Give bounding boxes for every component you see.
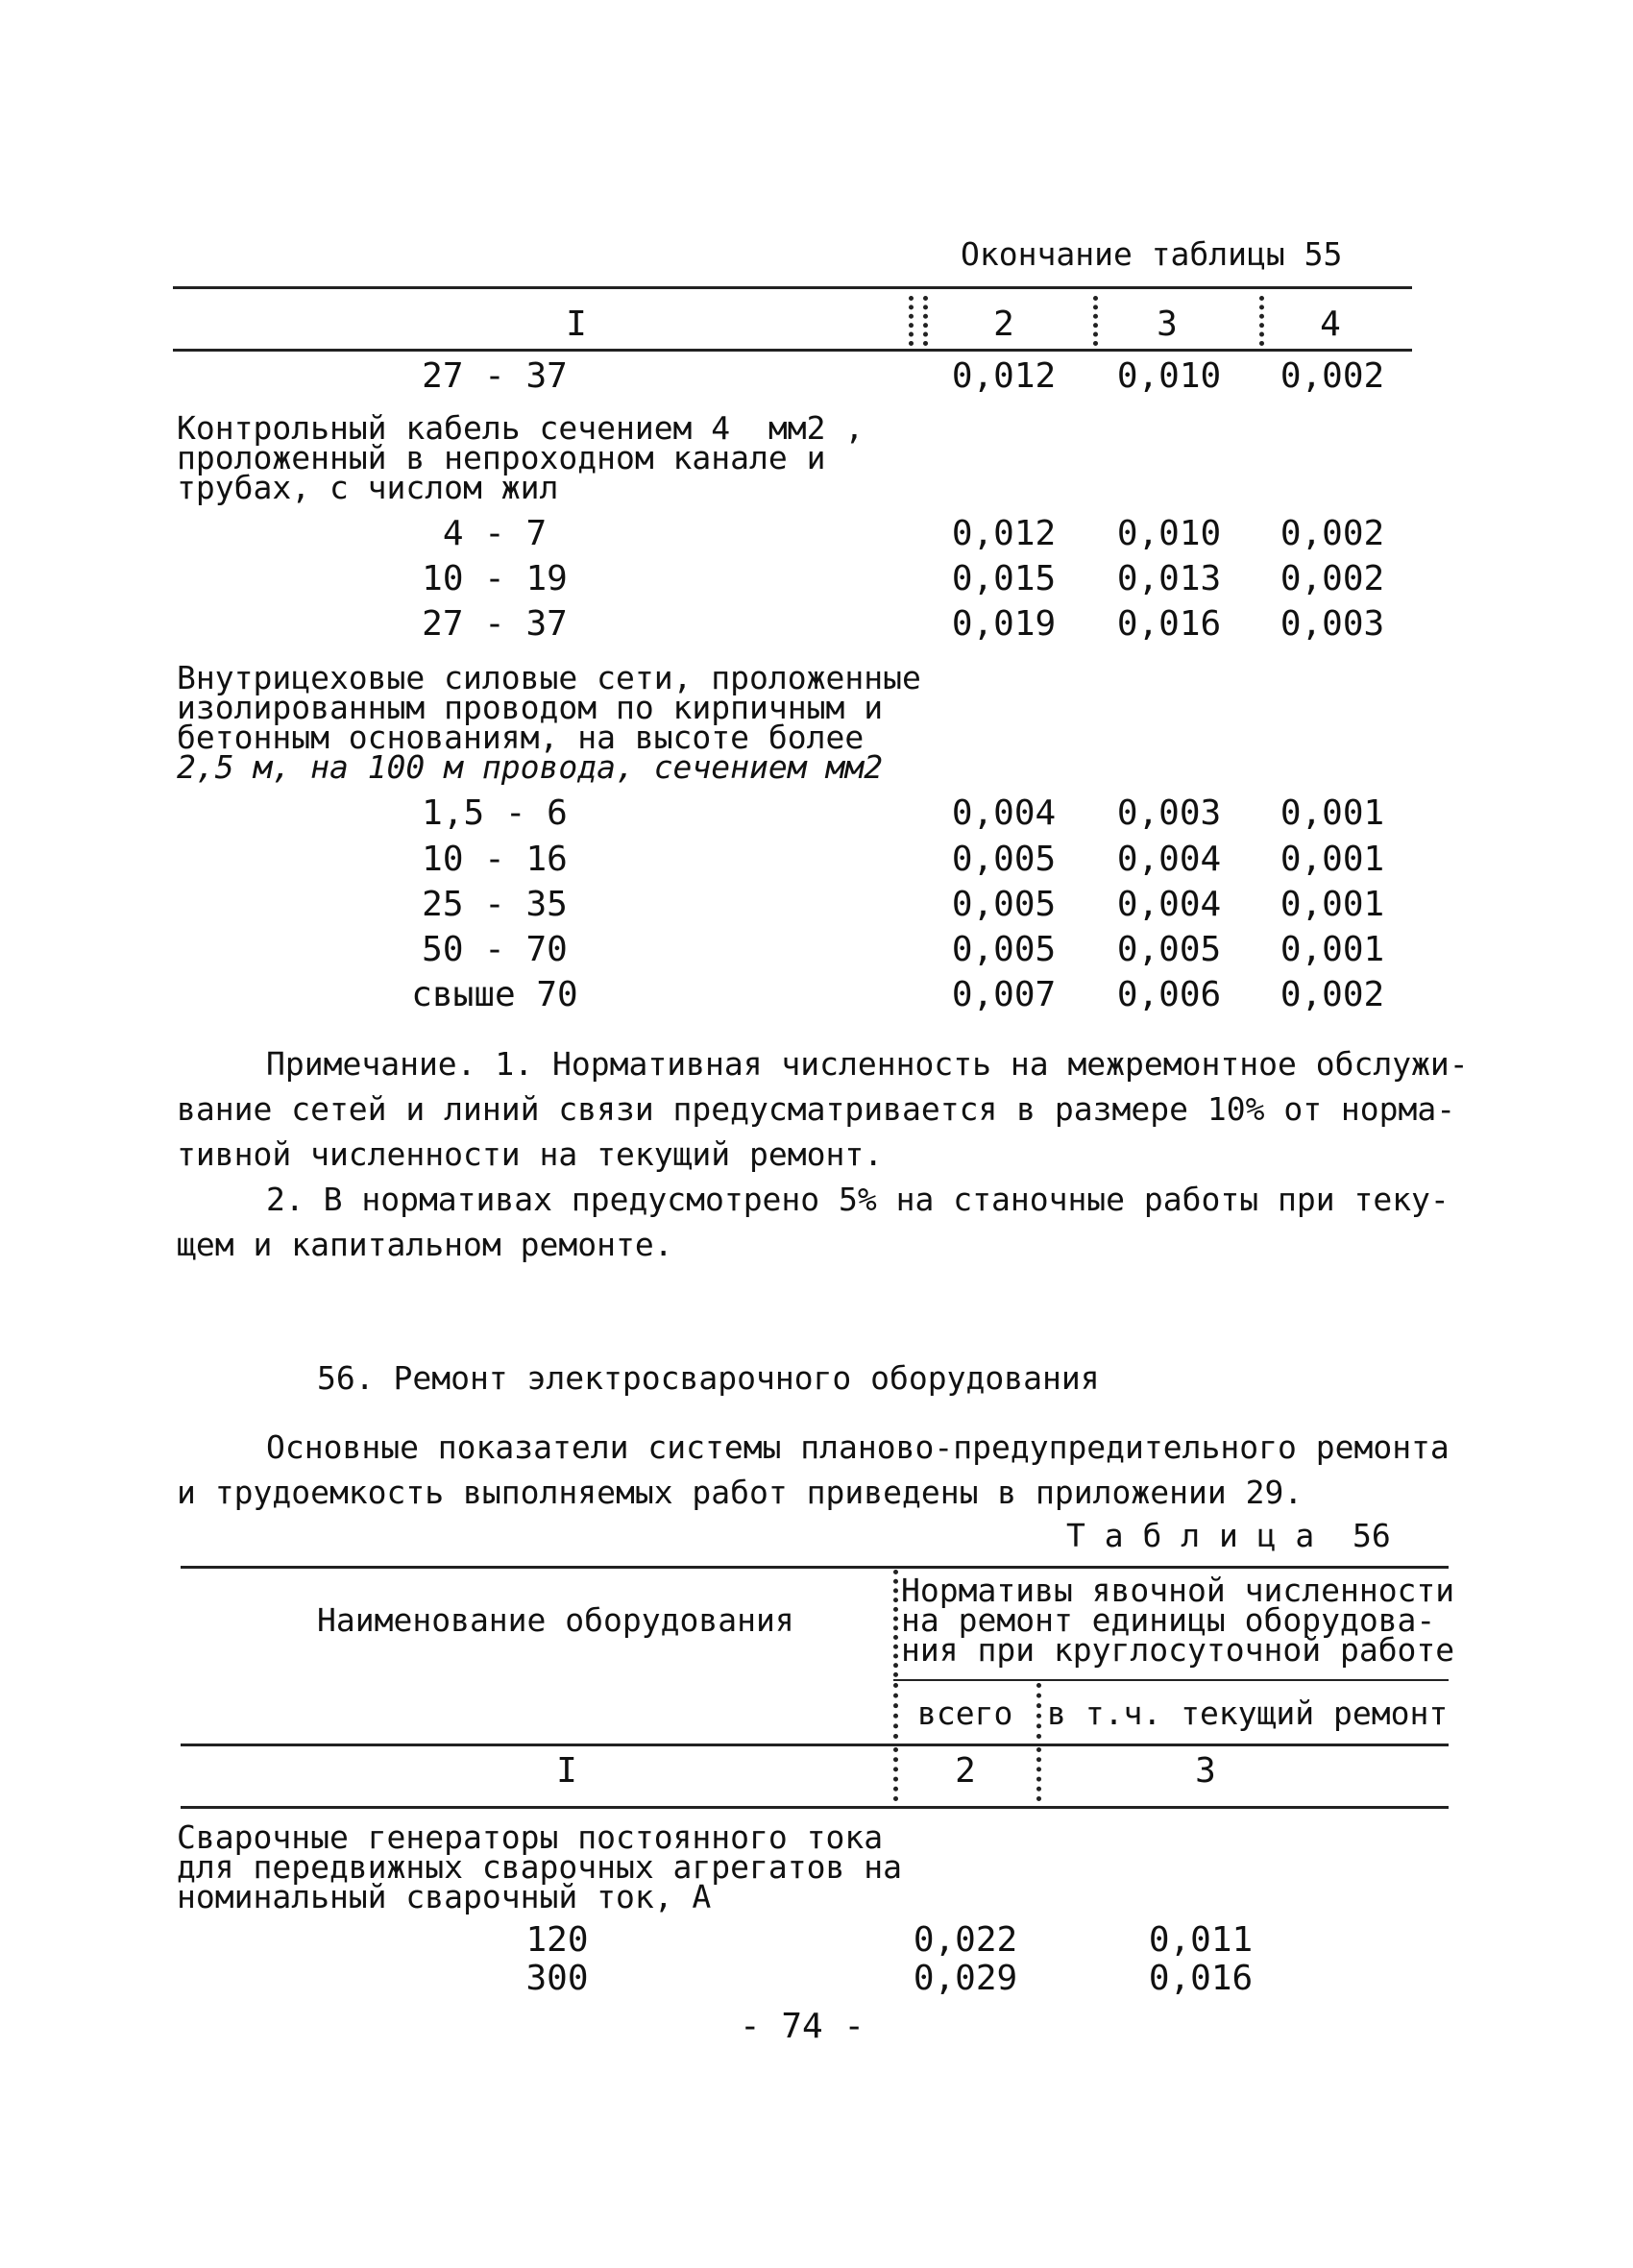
t55-header-sep1 <box>909 296 914 346</box>
t55-row-val: 0,003 <box>1116 793 1222 833</box>
t56-group-title-line: Сварочные генераторы постоянного тока <box>177 1818 884 1856</box>
note-line: вание сетей и линий связи предусматривается в размере 10% от норма- <box>177 1090 1456 1128</box>
t55-row-val: 0,002 <box>1280 975 1385 1014</box>
t55-row-val: 0,016 <box>1116 604 1222 644</box>
t55-row-label: 10 - 19 <box>422 559 568 598</box>
t55-row-val: 0,012 <box>951 356 1057 396</box>
t55-row-val: 0,001 <box>1280 793 1385 833</box>
t56-num-sep1 <box>893 1747 898 1801</box>
t55-row-label: свыше 70 <box>411 975 578 1014</box>
t55-group-title-line: проложенный в непроходном канале и <box>177 439 826 476</box>
t56-row-label: 300 <box>525 1959 589 1998</box>
t55-header-sep2 <box>1093 296 1098 346</box>
t55-row-val: 0,019 <box>951 604 1057 644</box>
note-line: тивной численности на текущий ремонт. <box>177 1135 884 1173</box>
t56-header-sep-main <box>893 1570 898 1677</box>
t56-row-val: 0,011 <box>1148 1920 1254 1960</box>
t56-row-val: 0,022 <box>913 1920 1018 1960</box>
t56-num-col3: 3 <box>1195 1751 1216 1791</box>
t55-header-sep3 <box>1259 296 1264 346</box>
t55-header-sep1b <box>923 296 928 346</box>
t56-top-rule <box>181 1566 1449 1569</box>
t55-row-val: 0,015 <box>951 559 1057 598</box>
table55-caption: Окончание таблицы 55 <box>961 235 1343 273</box>
t55-group-title-line: изолированным проводом по кирпичным и <box>177 689 884 726</box>
t56-sub-sep1 <box>893 1683 898 1739</box>
t55-header-col2: 2 <box>993 305 1014 344</box>
t55-top-rule <box>173 286 1412 289</box>
t55-row-val: 0,004 <box>1116 840 1222 879</box>
t56-num-col1: I <box>556 1751 577 1791</box>
t55-header-col3: 3 <box>1157 305 1178 344</box>
t56-row-label: 120 <box>525 1920 589 1960</box>
t55-row-val: 0,010 <box>1116 514 1222 553</box>
t55-row-val: 0,005 <box>951 840 1057 879</box>
t56-row-val: 0,029 <box>913 1959 1018 1998</box>
t55-group-title-line: бетонным основаниям, на высоте более <box>177 719 865 756</box>
t55-row-label: 1,5 - 6 <box>422 793 568 833</box>
t55-row-val: 0,010 <box>1116 356 1222 396</box>
t55-row-val: 0,004 <box>1116 885 1222 924</box>
t55-group-title-line: Внутрицеховые силовые сети, проложенные <box>177 659 921 696</box>
t55-row-label: 10 - 16 <box>422 840 568 879</box>
t55-row-val: 0,002 <box>1280 514 1385 553</box>
intro-line: Основные показатели системы планово-предупредительного ремонта <box>266 1428 1450 1466</box>
t56-num-col2: 2 <box>955 1751 976 1791</box>
t55-row-label: 25 - 35 <box>422 885 568 924</box>
t56-subheader-rule <box>893 1679 1449 1681</box>
t56-sub-total: всего <box>917 1695 1013 1732</box>
t56-col1-header: Наименование оборудования <box>317 1601 794 1639</box>
t55-row-val: 0,007 <box>951 975 1057 1014</box>
t56-num-sep2 <box>1036 1747 1041 1801</box>
note-line: 2. В нормативах предусмотрено 5% на станочные работы при теку- <box>266 1181 1450 1218</box>
t55-row-label: 50 - 70 <box>422 930 568 969</box>
t56-group-header-line: на ремонт единицы оборудова- <box>901 1601 1436 1639</box>
intro-line: и трудоемкость выполняемых работ приведены в приложении 29. <box>177 1474 1304 1511</box>
t55-row-val: 0,005 <box>951 885 1057 924</box>
t55-row-val: 0,013 <box>1116 559 1222 598</box>
t55-group-title-line: трубах, с числом жил <box>177 469 559 506</box>
section-title: 56. Ремонт электросварочного оборудования <box>317 1359 1100 1397</box>
t55-header-col4: 4 <box>1320 305 1341 344</box>
t56-header-rule <box>181 1744 1449 1746</box>
table56-caption: Т а б л и ц а 56 <box>1066 1517 1391 1554</box>
t55-row-val: 0,001 <box>1280 840 1385 879</box>
t55-row-val: 0,001 <box>1280 885 1385 924</box>
page-number: - 74 - <box>739 2007 865 2046</box>
t55-row-val: 0,002 <box>1280 559 1385 598</box>
t55-row-val: 0,004 <box>951 793 1057 833</box>
t55-row-val: 0,003 <box>1280 604 1385 644</box>
t56-group-header-line: Нормативы явочной численности <box>901 1572 1455 1609</box>
t56-sub-sep2 <box>1036 1683 1041 1739</box>
t55-row-val: 0,005 <box>951 930 1057 969</box>
t55-header-rule <box>173 349 1412 352</box>
t56-body-rule <box>181 1806 1449 1809</box>
t55-row-val: 0,001 <box>1280 930 1385 969</box>
t55-row-val: 0,012 <box>951 514 1057 553</box>
t55-row-val: 0,005 <box>1116 930 1222 969</box>
t56-group-header-line: ния при круглосуточной работе <box>901 1631 1455 1669</box>
t55-group-title-line: Контрольный кабель сечением 4 мм2 , <box>177 409 865 447</box>
t55-header-col1: I <box>566 305 587 344</box>
t55-row-label: 27 - 37 <box>422 356 568 396</box>
note-line: Примечание. 1. Нормативная численность на межремонтное обслужи- <box>266 1045 1469 1083</box>
t56-sub-current: в т.ч. текущий ремонт <box>1047 1695 1449 1732</box>
t55-row-label: 27 - 37 <box>422 604 568 644</box>
t55-row-label: 4 - 7 <box>442 514 548 553</box>
t56-group-title-line: для передвижных сварочных агрегатов на <box>177 1848 902 1886</box>
t55-row-val: 0,002 <box>1280 356 1385 396</box>
t56-row-val: 0,016 <box>1148 1959 1254 1998</box>
t55-group-title-line: 2,5 м, на 100 м провода, сечением мм2 <box>177 748 884 786</box>
note-line: щем и капитальном ремонте. <box>177 1226 673 1263</box>
t56-group-title-line: номинальный сварочный ток, А <box>177 1878 712 1915</box>
t55-row-val: 0,006 <box>1116 975 1222 1014</box>
